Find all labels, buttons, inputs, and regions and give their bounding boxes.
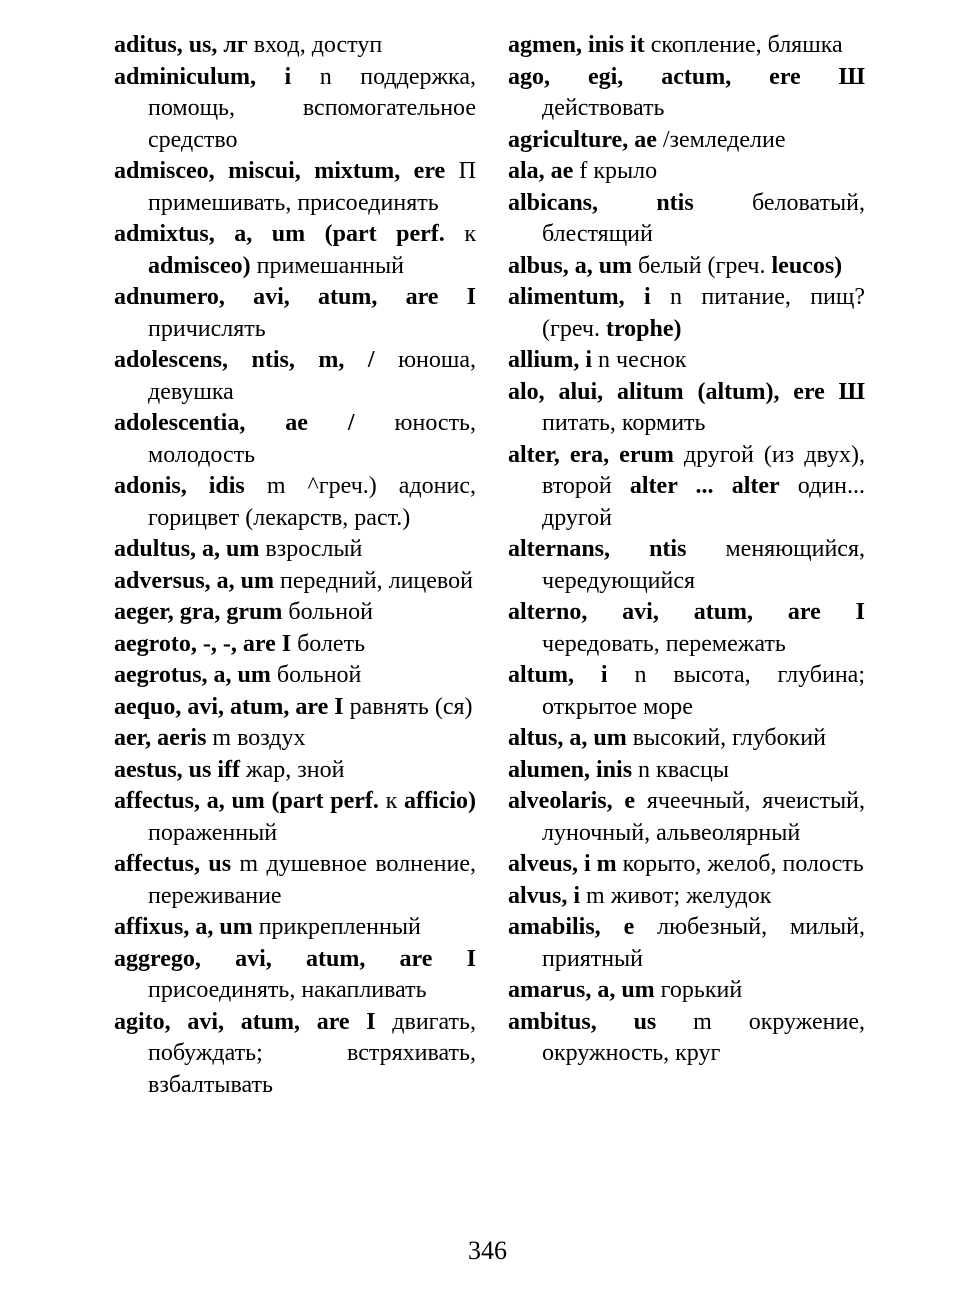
entry-gloss: беловатый, блестящий bbox=[542, 189, 865, 247]
entry-gloss: больной bbox=[282, 599, 373, 625]
entry-gloss: пораженный bbox=[148, 819, 278, 846]
entry-headword: aeger, gra, grum bbox=[114, 599, 283, 625]
entry-headword: admixtus, a, um (part perf. bbox=[114, 221, 445, 247]
entry-headword: alter, era, erum bbox=[508, 441, 674, 468]
dictionary-entry bbox=[114, 755, 476, 787]
dictionary-entry bbox=[508, 251, 865, 283]
entry-gloss: n чеснок bbox=[592, 347, 687, 373]
dictionary-entry bbox=[508, 912, 865, 975]
entry-headword: alumen, inis bbox=[508, 756, 633, 783]
entry-headword: trophe) bbox=[605, 315, 682, 342]
page-number: 346 bbox=[468, 1236, 507, 1265]
entry-headword: alveus, i m bbox=[508, 851, 617, 877]
entry-gloss: m ^греч.) адонис, горицвет (лекарств, раст.) bbox=[148, 473, 477, 531]
entry-gloss: взрослый bbox=[259, 536, 363, 562]
dictionary-entry bbox=[508, 786, 865, 849]
entry-gloss: равнять (ся) bbox=[343, 693, 473, 720]
entry-headword: alternans, ntis bbox=[508, 536, 687, 562]
entry-headword: alterno, avi, atum, are I bbox=[508, 599, 865, 625]
dictionary-entry bbox=[114, 534, 476, 566]
entry-headword: albicans, ntis bbox=[508, 189, 694, 216]
entry-gloss: к bbox=[378, 788, 405, 814]
dictionary-entry bbox=[114, 723, 476, 755]
entry-headword: aegrotus, a, um bbox=[114, 662, 271, 688]
entry-gloss: n питание, пищ? (греч. bbox=[542, 284, 866, 342]
dictionary-entry bbox=[508, 1007, 865, 1070]
dictionary-entry bbox=[508, 377, 865, 440]
entry-gloss: скопление, бляшка bbox=[644, 32, 843, 58]
entry-gloss: белый (греч. bbox=[632, 252, 772, 279]
entry-headword: adnumero, avi, atum, are I bbox=[114, 284, 476, 310]
entry-gloss: действовать bbox=[542, 95, 665, 121]
entry-gloss: f крыло bbox=[573, 158, 658, 184]
entry-gloss: n поддержка, помощь, вспомогательное средство bbox=[148, 63, 477, 153]
dictionary-entry bbox=[508, 125, 865, 157]
dictionary-entry bbox=[114, 597, 476, 629]
column-right bbox=[508, 30, 865, 1070]
dictionary-entry bbox=[114, 156, 476, 219]
entry-gloss: m воздух bbox=[206, 725, 306, 751]
entry-gloss: больной bbox=[270, 662, 362, 688]
entry-gloss: любезный, милый, приятный bbox=[542, 914, 865, 972]
entry-headword: ago, egi, actum, ere Ш bbox=[508, 63, 865, 90]
entry-gloss: жар, зной bbox=[240, 756, 345, 783]
entry-gloss: m окружение, окружность, круг bbox=[542, 1008, 865, 1066]
dictionary-entry bbox=[114, 219, 476, 282]
dictionary-entry bbox=[114, 849, 476, 912]
entry-headword: aer, aeris bbox=[114, 725, 207, 751]
dictionary-entry bbox=[114, 944, 476, 1007]
entry-headword: albus, a, um bbox=[508, 252, 633, 279]
entry-gloss: n высота, глубина; открытое море bbox=[542, 662, 866, 720]
entry-headword: adolescentia, ae / bbox=[114, 410, 355, 436]
dictionary-entry bbox=[508, 755, 865, 787]
dictionary-entry bbox=[508, 62, 865, 125]
entry-gloss: m живот; желудок bbox=[580, 882, 772, 909]
entry-headword: admisceo, miscui, mixtum, ere bbox=[114, 158, 446, 184]
dictionary-entry bbox=[114, 345, 476, 408]
dictionary-entry bbox=[114, 1007, 476, 1102]
entry-headword: alo, alui, alitum (altum), ere Ш bbox=[508, 378, 865, 405]
dictionary-entry bbox=[508, 156, 865, 188]
entry-headword: adversus, a, um bbox=[114, 567, 275, 594]
entry-headword: afficio) bbox=[404, 788, 476, 814]
dictionary-entry bbox=[114, 282, 476, 345]
entry-gloss: чередовать, перемежать bbox=[542, 630, 786, 657]
dictionary-entry bbox=[508, 282, 865, 345]
entry-headword: altum, i bbox=[508, 662, 608, 688]
entry-headword: adultus, a, um bbox=[114, 536, 260, 562]
dictionary-entry bbox=[508, 534, 865, 597]
entry-headword: ala, ae bbox=[508, 158, 574, 184]
entry-headword: alimentum, i bbox=[508, 284, 651, 310]
entry-gloss: меняющийся, чередующийся bbox=[542, 536, 865, 594]
entry-gloss: передний, лицевой bbox=[274, 567, 473, 594]
dictionary-entry bbox=[508, 660, 865, 723]
dictionary-entry bbox=[114, 629, 476, 661]
dictionary-entry bbox=[114, 408, 476, 471]
entry-headword: altus, a, um bbox=[508, 725, 627, 751]
column-left bbox=[114, 30, 476, 1101]
entry-headword: amabilis, e bbox=[508, 914, 635, 940]
entry-gloss: юность, молодость bbox=[148, 410, 476, 468]
dictionary-entry bbox=[114, 786, 476, 849]
entry-gloss: болеть bbox=[291, 630, 366, 657]
dictionary-entry bbox=[508, 849, 865, 881]
entry-gloss: один... другой bbox=[542, 473, 865, 531]
dictionary-entry bbox=[508, 723, 865, 755]
dictionary-entry bbox=[114, 660, 476, 692]
dictionary-entry bbox=[508, 30, 865, 62]
entry-gloss: горький bbox=[654, 977, 743, 1003]
entry-gloss: примешанный bbox=[250, 252, 404, 279]
entry-gloss: другой (из двух), второй bbox=[542, 441, 866, 499]
entry-gloss: к bbox=[444, 221, 476, 247]
entry-gloss: вход, доступ bbox=[247, 32, 383, 58]
dictionary-entry bbox=[508, 881, 865, 913]
entry-gloss: питать, кормить bbox=[542, 410, 706, 436]
entry-headword: leucos) bbox=[771, 252, 843, 279]
entry-gloss: m душевное волнение, переживание bbox=[148, 851, 477, 909]
entry-gloss: П примешивать, присоединять bbox=[148, 158, 476, 216]
entry-gloss: высокий, глубокий bbox=[626, 725, 826, 751]
entry-headword: admisceo) bbox=[148, 252, 251, 279]
dictionary-entry bbox=[508, 440, 865, 535]
entry-headword: aequo, avi, atum, are I bbox=[114, 693, 344, 720]
entry-headword: affectus, a, um (part perf. bbox=[114, 788, 379, 814]
entry-gloss: двигать, побуждать; встряхивать, взбалтывать bbox=[148, 1008, 476, 1098]
entry-gloss: прикрепленный bbox=[252, 914, 421, 940]
entry-headword: adminiculum, i bbox=[114, 63, 320, 90]
dictionary-entry bbox=[114, 471, 476, 534]
dictionary-entry bbox=[114, 30, 476, 62]
entry-headword: adolescens, ntis, m, / bbox=[114, 347, 375, 373]
dictionary-entry bbox=[508, 188, 865, 251]
entry-headword: ambitus, us bbox=[508, 1008, 657, 1035]
entry-headword: alvus, i bbox=[508, 882, 581, 909]
entry-headword: amarus, a, um bbox=[508, 977, 655, 1003]
entry-gloss: присоединять, накапливать bbox=[148, 977, 427, 1003]
entry-headword: affixus, a, um bbox=[114, 914, 253, 940]
entry-gloss: причислять bbox=[148, 315, 266, 342]
entry-headword: agriculture, ae bbox=[508, 126, 657, 153]
entry-headword: allium, i bbox=[508, 347, 593, 373]
entry-gloss: /земледелие bbox=[656, 126, 786, 153]
entry-headword: aestus, us iff bbox=[114, 756, 241, 783]
entry-headword: affectus, us bbox=[114, 851, 232, 877]
entry-headword: aegroto, -, -, are I bbox=[114, 630, 292, 657]
dictionary-entry bbox=[114, 566, 476, 598]
dictionary-entry bbox=[114, 62, 476, 157]
entry-gloss: юноша, девушка bbox=[148, 347, 477, 405]
entry-gloss: корыто, желоб, полость bbox=[616, 851, 864, 877]
entry-headword: agito, avi, atum, are I bbox=[114, 1008, 376, 1035]
dictionary-entry bbox=[508, 345, 865, 377]
entry-gloss: ячеечный, ячеистый, луночный, альвеолярный bbox=[542, 788, 865, 846]
entry-gloss: n квасцы bbox=[632, 756, 729, 783]
dictionary-entry bbox=[114, 692, 476, 724]
entry-headword: aggrego, avi, atum, are I bbox=[114, 945, 476, 972]
entry-headword: alveolaris, e bbox=[508, 788, 636, 814]
dictionary-entry bbox=[114, 912, 476, 944]
dictionary-entry bbox=[508, 975, 865, 1007]
dictionary-entry bbox=[508, 597, 865, 660]
entry-headword: aditus, us, лг bbox=[114, 32, 248, 58]
entry-headword: alter ... alter bbox=[629, 473, 780, 499]
entry-headword: adonis, idis bbox=[114, 473, 245, 499]
entry-headword: agmen, inis it bbox=[508, 32, 645, 58]
